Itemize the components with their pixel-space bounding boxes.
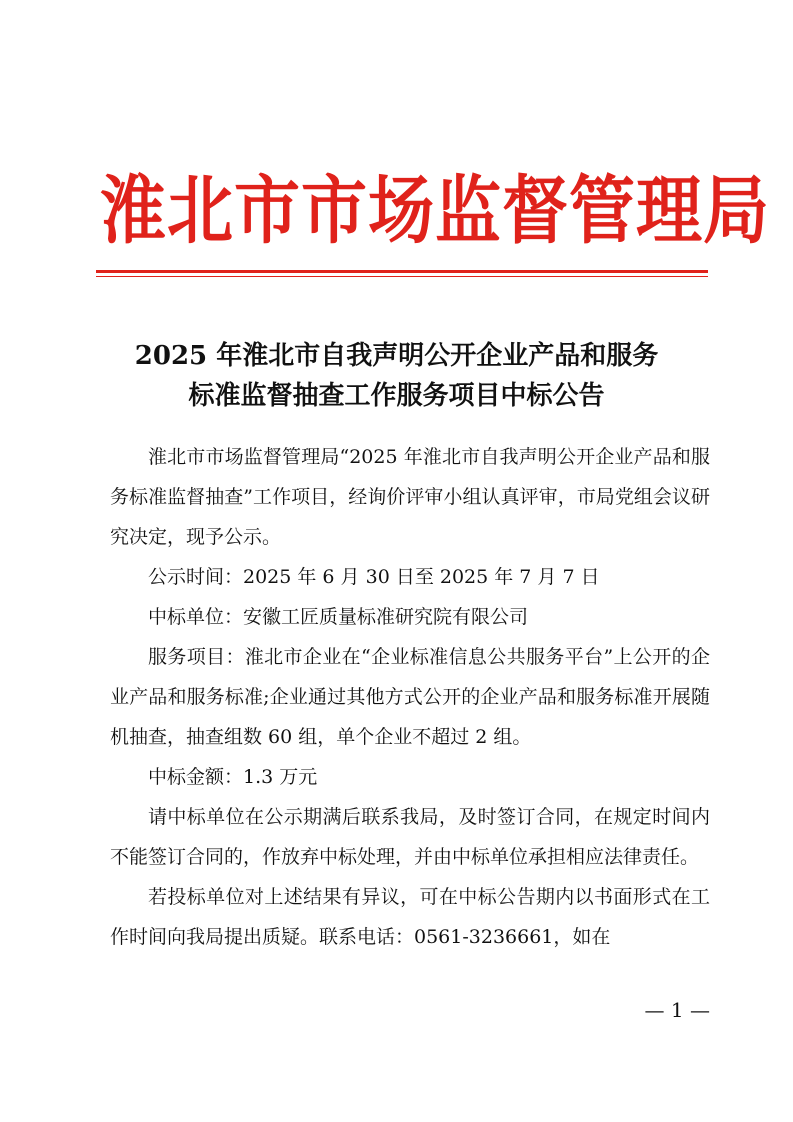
service-item-paragraph: 服务项目：淮北市企业在“企业标准信息公共服务平台”上公开的企业产品和服务标准;企业通过其他方式公开的企业产品和服务标准开展随机抽查，抽查组数 60 组，单个企业不超过 2 组。 xyxy=(110,646,710,748)
masthead-rule-thick xyxy=(96,270,708,273)
contract-notice-paragraph: 请中标单位在公示期满后联系我局，及时签订合同，在规定时间内不能签订合同的，作放弃中标处理，并由中标单位承担相应法律责任。 xyxy=(110,806,710,868)
title-line-1: 2025 年淮北市自我声明公开企业产品和服务 xyxy=(134,341,659,371)
agency-masthead: 淮北市市场监督管理局 xyxy=(100,166,770,254)
intro-paragraph: 淮北市市场监督管理局“2025 年淮北市自我声明公开企业产品和服务标准监督抽查”工作项目，经询价评审小组认真评审，市局党组会议研究决定，现予公示。 xyxy=(110,446,710,548)
document-body xyxy=(110,437,710,957)
bid-amount: 中标金额：1.3 万元 xyxy=(148,766,318,788)
objection-notice-paragraph: 若投标单位对上述结果有异议，可在中标公告期内以书面形式在工作时间向我局提出质疑。联系电话：0561-3236661，如在 xyxy=(110,886,710,948)
masthead-rule-thin xyxy=(96,276,708,277)
title-line-2: 标准监督抽查工作服务项目中标公告 xyxy=(188,381,605,411)
winning-unit: 中标单位：安徽工匠质量标准研究院有限公司 xyxy=(148,606,529,628)
document-title xyxy=(90,336,703,416)
notice-period: 公示时间：2025 年 6 月 30 日至 2025 年 7 月 7 日 xyxy=(148,566,600,588)
page-number: — 1 — xyxy=(644,998,710,1022)
